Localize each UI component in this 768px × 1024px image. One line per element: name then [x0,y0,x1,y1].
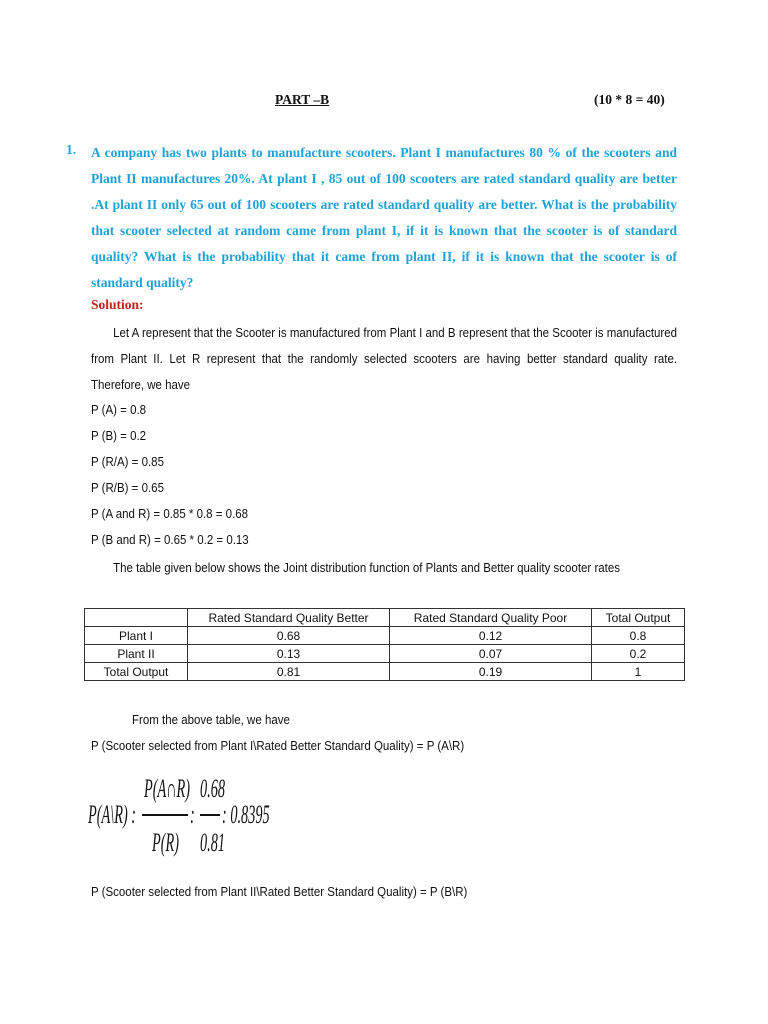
table-intro-text: The table given below shows the Joint distribution function of Plants and Better quality scooter rates [113,561,621,575]
formula-den-value: 0.81 [200,828,226,857]
fraction-bar [200,814,220,816]
equation-pa-and-r: P (A and R) = 0.85 * 0.8 = 0.68 [91,507,249,521]
formula-lhs: P(A\R) : [88,800,137,829]
equation-pra: P (R/A) = 0.85 [91,455,164,469]
table-cell: 0.13 [188,645,390,663]
solution-label: Solution: [91,297,144,312]
table-cell: 0.2 [592,645,685,663]
equation-pa: P (A) = 0.8 [91,403,147,417]
table-header-row [85,609,685,627]
table-cell: 0.12 [390,627,592,645]
probability-plant1-statement: P (Scooter selected from Plant I\Rated Better Standard Quality) = P (A\R) [91,739,465,753]
table-row [85,627,685,645]
section-title: PART –B [275,92,330,107]
table-row [85,663,685,681]
equation-pb-and-r: P (B and R) = 0.65 * 0.2 = 0.13 [91,533,249,547]
table-header-cell: Rated Standard Quality Poor [390,609,592,627]
table-cell: Total Output [85,663,188,681]
bayes-formula [88,770,278,865]
from-table-text: From the above table, we have [132,713,290,727]
table-header-cell [85,609,188,627]
fraction-bar [142,814,188,816]
table-header-cell: Total Output [592,609,685,627]
table-cell: Plant I [85,627,188,645]
equation-pb: P (B) = 0.2 [91,429,147,443]
table-header-cell: Rated Standard Quality Better [188,609,390,627]
table-row [85,645,685,663]
formula-num-value: 0.68 [200,774,226,803]
table-cell: 0.19 [390,663,592,681]
solution-intro [91,320,677,398]
table-cell: 0.8 [592,627,685,645]
formula-result: : 0.8395 [222,800,270,829]
joint-distribution-table [84,608,685,681]
equation-prb: P (R/B) = 0.65 [91,481,164,495]
question-number: 1. [66,142,77,157]
question-text: A company has two plants to manufacture scooters. Plant I manufactures 80 % of the scooters and Plant II manufactures 20%. At plant I , 85 out of 100 scooters are rated standard quality are better .At plant II only 65 out of 100 scooters are rated standard quality are better. What is the probability that scooter selected at random came from plant I, if it is known that the scooter is of standard quality? What is the probability that it came from plant II, if it is known that the scooter is of standard quality? [91,145,677,290]
probability-plant2-statement: P (Scooter selected from Plant II\Rated Better Standard Quality) = P (B\R) [91,885,468,899]
table-cell: Plant II [85,645,188,663]
marks-scheme: (10 * 8 = 40) [594,92,665,107]
table-cell: 1 [592,663,685,681]
table-cell: 0.81 [188,663,390,681]
formula-numerator: P(A∩R) [144,774,191,803]
formula-denominator: P(R) [152,828,180,857]
table-cell: 0.68 [188,627,390,645]
table-cell: 0.07 [390,645,592,663]
solution-intro-text: Let A represent that the Scooter is manufactured from Plant I and B represent that the Scooter is manufactured from Plant II. Let R represent that the randomly selected scooters are having better standard quality rate. Therefore, we have [91,326,678,392]
table-intro [91,555,677,581]
formula-separator: : [190,800,195,829]
